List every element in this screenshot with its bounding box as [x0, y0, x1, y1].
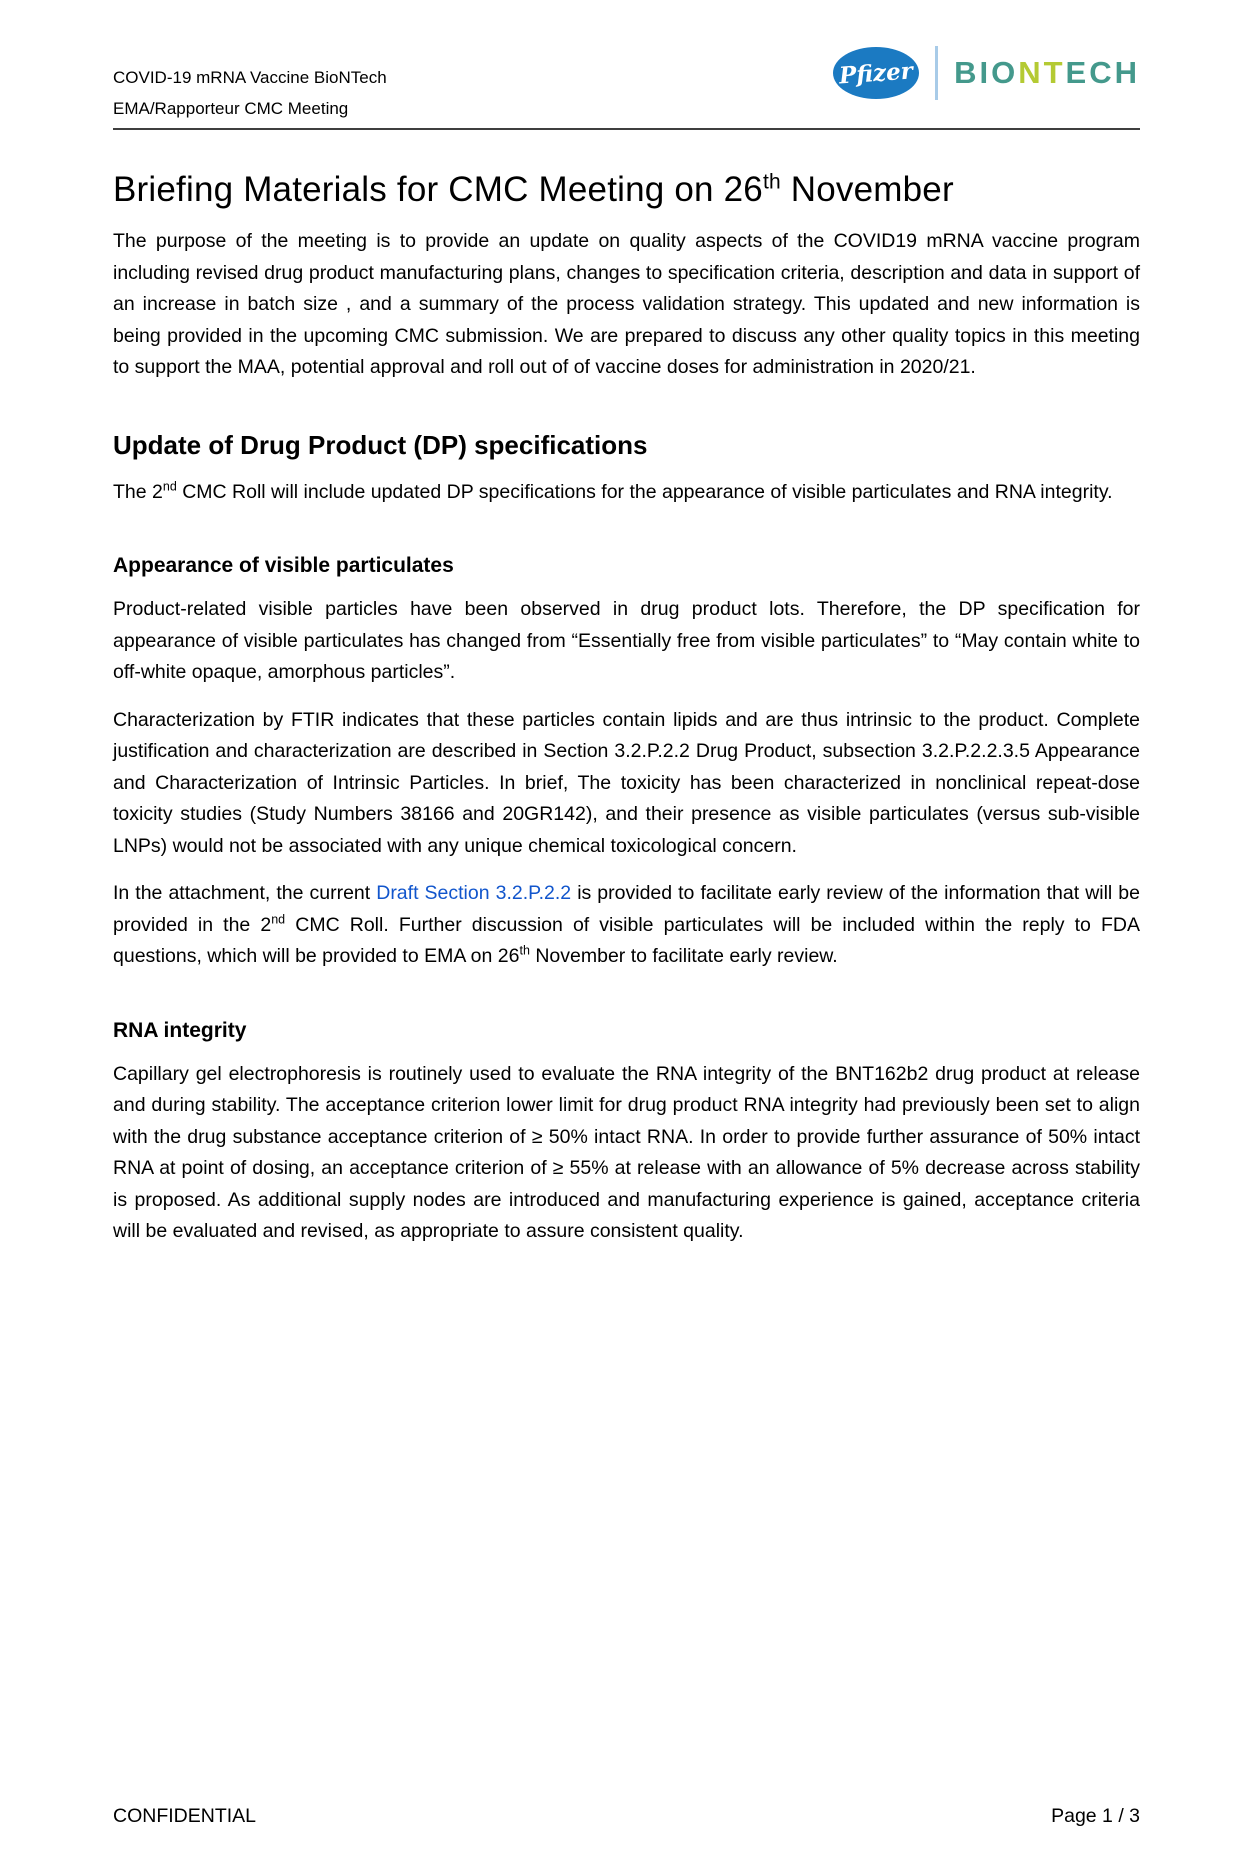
- page-header: [113, 0, 1140, 130]
- logo-divider: [935, 46, 938, 100]
- appearance-paragraph-3: [113, 878, 1140, 973]
- sub-heading-appearance: Appearance of visible particulates: [113, 554, 454, 577]
- page-title-main: Briefing Materials for CMC Meeting on 26: [113, 170, 763, 209]
- appearance-paragraph-2: Characterization by FTIR indicates that these particles contain lipids and are thus intrinsic to the product. Complete justification and characterization are described in Section 3.2.P.2.2 Drug Product, subsection 3.2.P.2.2.3.5 Appearance and Characterization of Intrinsic Particles. In brief, The toxicity has been characterized in nonclinical repeat-dose toxicity studies (Study Numbers 38166 and 20GR142), and their presence as visible particulates (versus sub-visible LNPs) would not be associated with any unique chemical toxicological concern.: [113, 708, 1140, 857]
- dp-specifications-paragraph: [113, 477, 1140, 509]
- biontech-logo-bio: BIO: [954, 55, 1019, 90]
- dp-para-superscript: nd: [162, 479, 177, 493]
- page-title-superscript: th: [762, 170, 781, 194]
- page-footer: [113, 1805, 1140, 1828]
- pfizer-logo: [833, 47, 919, 99]
- appearance-paragraph-1: Product-related visible particles have been observed in drug product lots. Therefore, the DP specification for appearance of visible particulates has changed from “Essentially free from visible particulates” to “May contain white to off-white opaque, amorphous particles”.: [113, 598, 1140, 683]
- biontech-logo-nt: NT: [1018, 55, 1066, 90]
- page-title-tail: November: [780, 170, 954, 209]
- rna-integrity-paragraph: Capillary gel electrophoresis is routinely used to evaluate the RNA integrity of the BNT162b2 drug product at release and during stability. The acceptance criterion lower limit for drug product RNA integrity had previously been set to align with the drug substance acceptance criterion of ≥ 50% intact RNA. In order to provide further assurance of 50% intact RNA at point of dosing, an acceptance criterion of ≥ 55% at release with an allowance of 5% decrease across stability is proposed. As additional supply nodes are introduced and manufacturing experience is gained, acceptance criteria will be evaluated and revised, as appropriate to assure consistent quality.: [113, 1062, 1140, 1242]
- intro-paragraph: The purpose of the meeting is to provide an update on quality aspects of the COVID19 mRNA vaccine program including revised drug product manufacturing plans, changes to specification criteria, description and data in support of an increase in batch size , and a summary of the process validation strategy. This updated and new information is being provided in the upcoming CMC submission. We are prepared to discuss any other quality topics in this meeting to support the MAA, potential approval and roll out of of vaccine doses for administration in 2020/21.: [113, 230, 1140, 378]
- dp-para-post: CMC Roll will include updated DP specifications for the appearance of visible particulates and RNA integrity.: [176, 480, 1113, 503]
- pfizer-logo-text: Pfizer: [838, 56, 914, 90]
- section-heading-dp-specifications: Update of Drug Product (DP) specifications: [113, 429, 648, 460]
- header-doc-info: [113, 62, 387, 124]
- attachment-para-superscript-nd: nd: [271, 912, 286, 926]
- attachment-para-mid: is provided to facilitate early review of the information that will be provided in the 2: [113, 882, 1140, 936]
- page-number: Page 1 / 3: [1051, 1805, 1140, 1827]
- attachment-para-pre: In the attachment, the current: [113, 882, 377, 904]
- dp-para-pre: The 2: [113, 480, 163, 503]
- biontech-logo: [954, 55, 1140, 91]
- header-line-product: COVID-19 mRNA Vaccine BioNTech: [113, 68, 387, 87]
- draft-section-link[interactable]: Draft Section 3.2.P.2.2: [376, 882, 572, 904]
- logo-group: [833, 46, 1140, 100]
- page-title: [113, 170, 1140, 210]
- attachment-para-mid2: CMC Roll. Further discussion of visible particulates will be included within the reply to FDA questions, which will be provided to EMA on 26: [113, 913, 1140, 967]
- header-line-meeting: EMA/Rapporteur CMC Meeting: [113, 99, 349, 118]
- attachment-para-superscript-th: th: [519, 943, 530, 958]
- sub-heading-rna-integrity: RNA integrity: [113, 1018, 247, 1042]
- attachment-para-post: November to facilitate early review.: [529, 945, 838, 967]
- biontech-logo-ech: ECH: [1065, 55, 1140, 90]
- confidential-label: CONFIDENTIAL: [113, 1805, 257, 1827]
